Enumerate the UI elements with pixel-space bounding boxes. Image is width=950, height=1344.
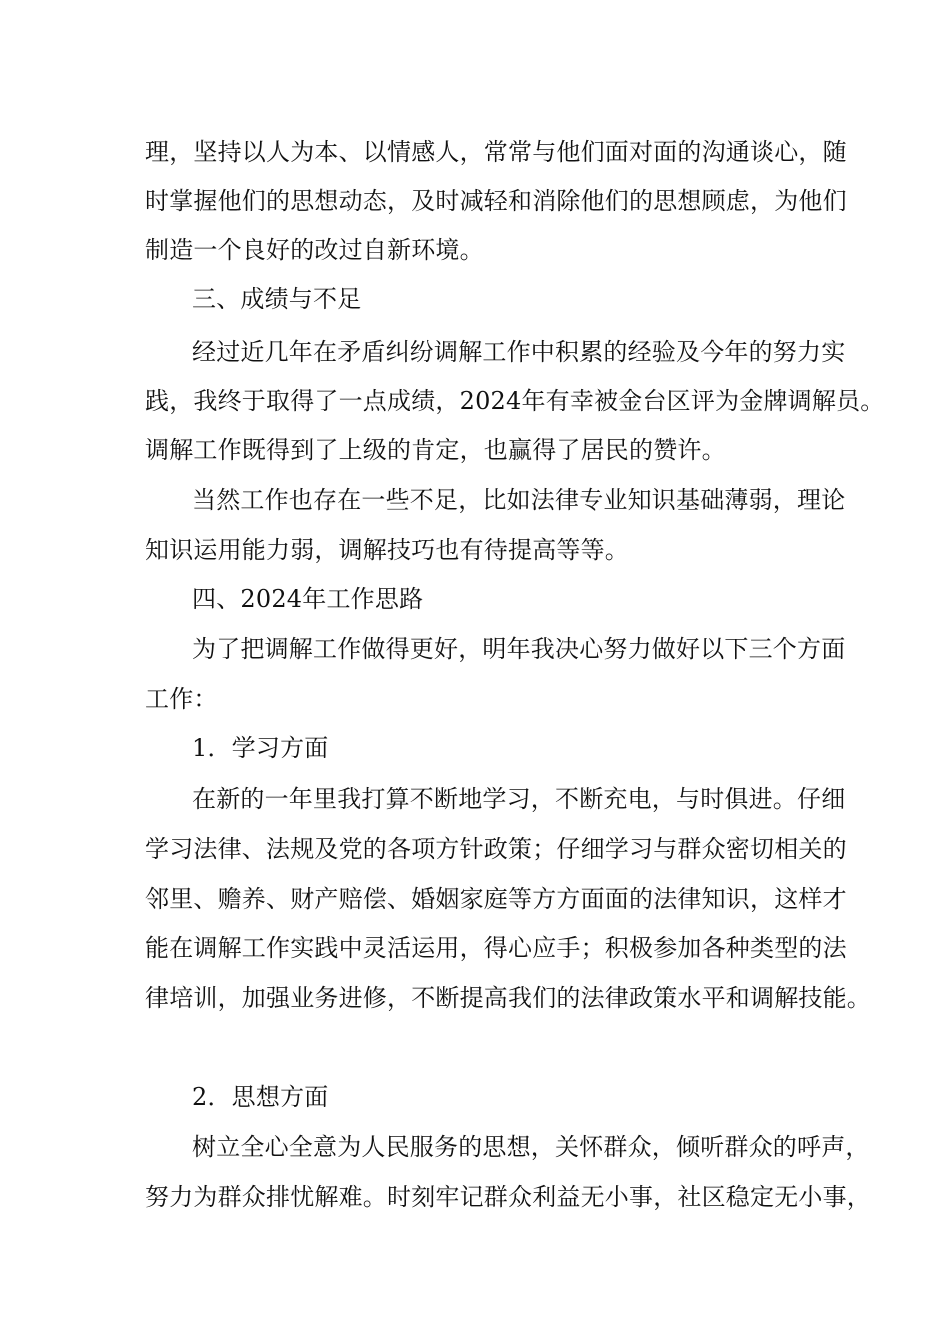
- text-line: 制造一个良好的改过自新环境。: [145, 236, 484, 264]
- section-heading: 三、成绩与不足: [192, 285, 362, 313]
- text-line: 学习法律、法规及党的各项方针政策；仔细学习与群众密切相关的: [145, 835, 847, 863]
- text-line: 践，我终于取得了一点成绩，2024年有幸被金台区评为金牌调解员。: [145, 387, 885, 415]
- section-heading: 四、2024年工作思路: [192, 585, 424, 613]
- text-line: 经过近几年在矛盾纠纷调解工作中积累的经验及今年的努力实: [192, 338, 846, 366]
- text-line: 调解工作既得到了上级的肯定，也赢得了居民的赞许。: [145, 436, 726, 464]
- text-line: 当然工作也存在一些不足，比如法律专业知识基础薄弱，理论: [192, 486, 846, 514]
- subsection-heading: 1．学习方面: [192, 734, 329, 762]
- text-line: 知识运用能力弱，调解技巧也有待提高等等。: [145, 536, 629, 564]
- text-line: 时掌握他们的思想动态，及时减轻和消除他们的思想顾虑，为他们: [145, 187, 847, 215]
- text-line: 为了把调解工作做得更好，明年我决心努力做好以下三个方面: [192, 635, 846, 663]
- text-line: 努力为群众排忧解难。时刻牢记群众利益无小事，社区稳定无小事，: [145, 1183, 871, 1211]
- text-line: 理，坚持以人为本、以情感人，常常与他们面对面的沟通谈心，随: [145, 138, 847, 166]
- text-line: 树立全心全意为人民服务的思想，关怀群众，倾听群众的呼声，: [192, 1133, 870, 1161]
- text-line: 在新的一年里我打算不断地学习，不断充电，与时俱进。仔细: [192, 785, 846, 813]
- text-line: 能在调解工作实践中灵活运用，得心应手；积极参加各种类型的法: [145, 934, 847, 962]
- text-line: 律培训，加强业务进修，不断提高我们的法律政策水平和调解技能。: [145, 984, 871, 1012]
- text-line: 工作：: [145, 685, 218, 713]
- text-line: 邻里、赡养、财产赔偿、婚姻家庭等方方面面的法律知识，这样才: [145, 885, 847, 913]
- subsection-heading: 2．思想方面: [192, 1083, 329, 1111]
